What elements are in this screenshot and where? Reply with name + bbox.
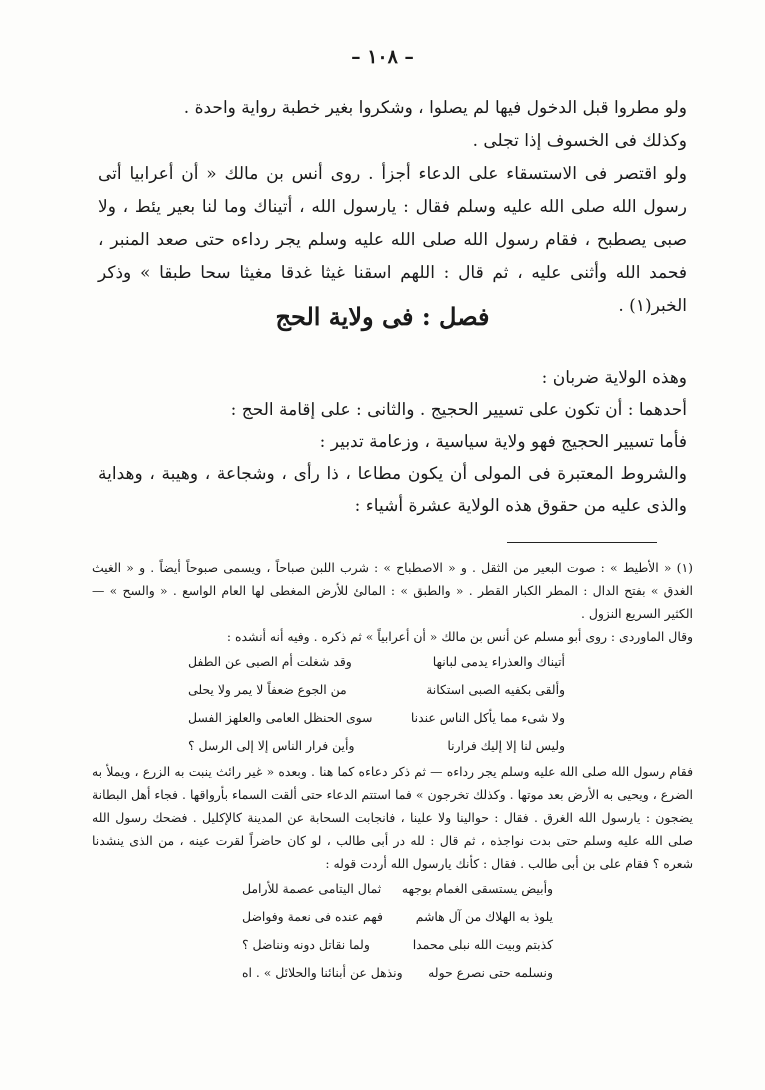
verse-line bbox=[188, 648, 565, 676]
verse-hemistich: وألقى بكفيه الصبى استكانة bbox=[426, 682, 565, 697]
verse-hemistich: ولما نقاتل دونه ونناضل ؟ bbox=[242, 937, 370, 952]
verse-line bbox=[188, 704, 565, 732]
verse-hemistich: فهم عنده فى نعمة وفواضل bbox=[242, 909, 383, 924]
page-number: – ١٠٨ – bbox=[351, 46, 414, 68]
paragraph: أحدهما : أن تكون على تسيير الحجيج . والثانى : على إقامة الحج : bbox=[230, 400, 687, 420]
paragraph: ولو مطروا قبل الدخول فيها لم يصلوا ، وشكروا بغير خطبة رواية واحدة . bbox=[183, 98, 687, 118]
footnote-intro: (١) « الأطيط » : صوت البعير من الثقل . و « الاصطباح » : شرب اللبن صباحاً ، ويسمى صبوحاً أيضاً . و « الغيث الغدق » بفتح الدال : المطر الكبار القطر . « والطبق » : المالئ للأرض المغطى لها العام الواسع . « والسح » — الكثير السريع النزول . bbox=[92, 560, 693, 621]
paragraph: والشروط المعتبرة فى المولى أن يكون مطاعا ، ذا رأى ، وشجاعة ، وهيبة ، وهداية والذى عليه من حقوق هذه الولاية عشرة أشياء : bbox=[98, 464, 687, 516]
verse-hemistich: وأبيض يستسقى الغمام بوجهه bbox=[401, 881, 553, 896]
verse-line bbox=[242, 875, 553, 903]
paragraph: ولو اقتصر فى الاستسقاء على الدعاء أجزأ . روى أنس بن مالك « أن أعرابيا أتى رسول الله صلى الله عليه وسلم فقال : يارسول الله ، أتيناك وما لنا بعير يئط ، ولا صبى يصطبح ، فقام رسول الله صلى الله عليه وسلم يجر رداءه حتى صعد المنبر ، فحمد الله وأثنى عليه ، ثم قال : اللهم اسقنا غيثا غدقا مغيثا سحا طبقا » وذكر الخبر(١) . bbox=[98, 164, 687, 316]
verse-hemistich: وقد شغلت أم الصبى عن الطفل bbox=[188, 654, 352, 669]
footnote-middle: فقام رسول الله صلى الله عليه وسلم يجر رداءه — ثم ذكر دعاءه كما هنا . وبعده « غير رائث ينبت به الزرع ، ويملأ به الضرع ، ويحيى به الأرض بعد موتها . وكذلك تخرجون » فما استتم الدعاء حتى ألقت السماء بأرواقها . فجاء أهل البطانة يضجون : يارسول الله الغرق . فقال : حوالينا ولا علينا ، فانجابت السحابة عن المدينة كالإكليل . فضحك رسول الله صلى الله عليه وسلم حتى بدت نواجذه ، ثم قال : لله در أبى طالب ، لو كان حاضراً لقرت عينه ، من الذى ينشدنا شعره ؟ فقام على بن أبى طالب . فقال : كأنك يارسول الله أردت قوله : bbox=[92, 764, 693, 871]
verse-hemistich: وليس لنا إلا إليك فرارنا bbox=[447, 738, 565, 753]
footnote-quote-intro: وقال الماوردى : روى أبو مسلم عن أنس بن مالك « أن أعرابياً » ثم ذكره . وفيه أنه أنشده : bbox=[226, 629, 693, 644]
verse-line bbox=[242, 931, 553, 959]
section-text bbox=[98, 362, 687, 522]
paragraph: فأما تسيير الحجيج فهو ولاية سياسية ، وزعامة تدبير : bbox=[319, 432, 687, 452]
verse-hemistich: ثمال اليتامى عصمة للأرامل bbox=[242, 881, 382, 896]
verse-line bbox=[242, 959, 553, 987]
paragraph: وكذلك فى الخسوف إذا تجلى . bbox=[472, 131, 687, 151]
verse-line bbox=[188, 732, 565, 760]
verse-hemistich: ولا شىء مما يأكل الناس عندنا bbox=[410, 710, 565, 725]
main-text bbox=[98, 92, 687, 323]
verse-hemistich: من الجوع ضعفاً لا يمر ولا يحلى bbox=[188, 682, 347, 697]
verse-hemistich: أتيناك والعذراء يدمى لبانها bbox=[432, 654, 565, 669]
verse-hemistich: يلوذ به الهلاك من آل هاشم bbox=[415, 909, 553, 924]
verse-hemistich: ونذهل عن أبنائنا والحلائل » . اه bbox=[242, 965, 403, 980]
verse-hemistich: ونسلمه حتى نصرع حوله bbox=[428, 965, 553, 980]
paragraph: وهذه الولاية ضربان : bbox=[541, 368, 687, 388]
footnote-separator bbox=[507, 542, 657, 543]
verse-line bbox=[188, 676, 565, 704]
verse-hemistich: سوى الحنظل العامى والعلهز الفسل bbox=[188, 710, 373, 725]
verse-line bbox=[242, 903, 553, 931]
section-heading: فصل : فى ولاية الحج bbox=[275, 302, 490, 331]
verse-hemistich: كذبتم وبيت الله نبلى محمدا bbox=[412, 937, 553, 952]
verse-hemistich: وأين فرار الناس إلا إلى الرسل ؟ bbox=[188, 738, 355, 753]
footnotes bbox=[92, 556, 693, 987]
